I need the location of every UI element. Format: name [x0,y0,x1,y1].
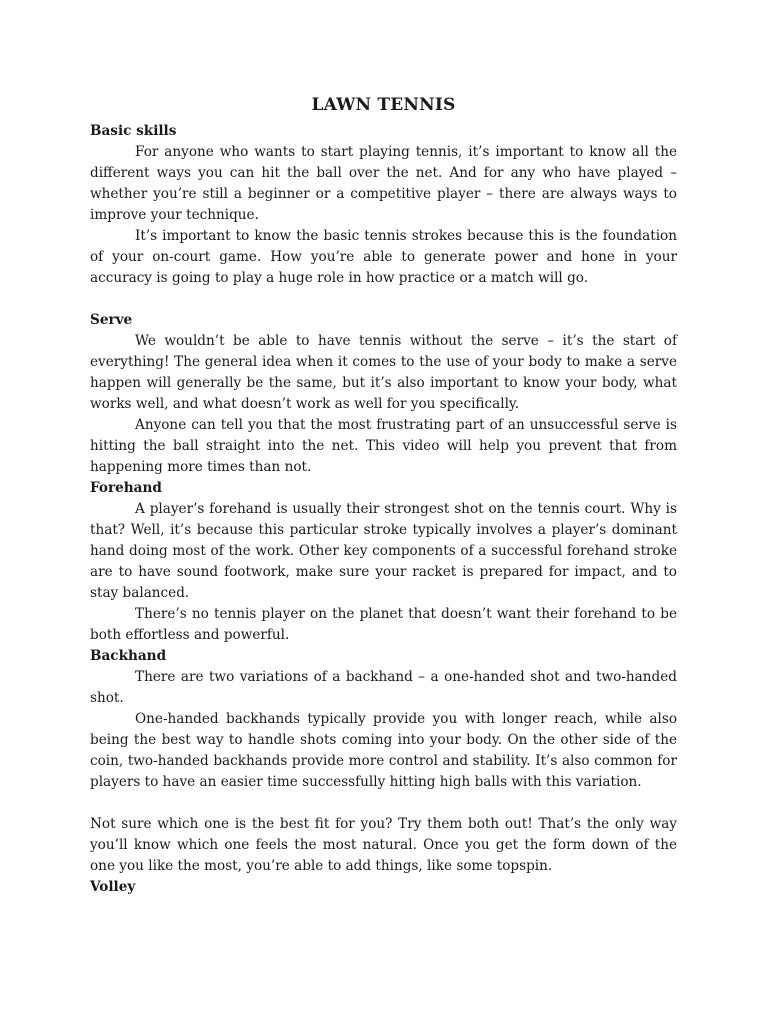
document-page [90,93,677,898]
paragraph-serve-1: We wouldn’t be able to have tennis without the serve – it’s the start of everything! The general idea when it comes to the use of your body to make a serve happen will generally be the same, but it’s also important to know your body, what works well, and what doesn’t work as well for you specifically. [90,333,677,412]
paragraph-forehand-1: A player’s forehand is usually their strongest shot on the tennis court. Why is that? Well, it’s because this particular stroke typically involves a player’s dominant hand doing most of the work. Other key components of a successful forehand stroke are to have sound footwork, make sure your racket is prepared for impact, and to stay balanced. [90,501,677,601]
paragraph-backhand-2: One-handed backhands typically provide you with longer reach, while also being the best way to handle shots coming into your body. On the other side of the coin, two-handed backhands provide more control and stability. It’s also common for players to have an easier time successfully hitting high balls with this variation. [90,711,677,790]
page-title: LAWN TENNIS [311,95,456,115]
section-heading-serve: Serve [90,312,133,328]
paragraph-basic-skills-2: It’s important to know the basic tennis strokes because this is the foundation of your on-court game. How you’re able to generate power and hone in your accuracy is going to play a huge role in how practice or a match will go. [90,228,677,286]
section-heading-volley: Volley [90,879,136,895]
paragraph-basic-skills-1: For anyone who wants to start playing tennis, it’s important to know all the different ways you can hit the ball over the net. And for any who have played – whether you’re still a beginner or a competitive player – there are always ways to improve your technique. [90,144,677,223]
blank-line [90,793,677,814]
paragraph-backhand-3: Not sure which one is the best fit for you? Try them both out! That’s the only way you’ll know which one feels the most natural. Once you get the form down of the one you like the most, you’re able to add things, like some topspin. [90,816,677,874]
paragraph-backhand-1: There are two variations of a backhand – a one-handed shot and two-handed shot. [90,669,677,706]
section-heading-backhand: Backhand [90,648,167,664]
paragraph-serve-2: Anyone can tell you that the most frustrating part of an unsuccessful serve is hitting the ball straight into the net. This video will help you prevent that from happening more times than not. [90,417,677,475]
section-heading-forehand: Forehand [90,480,162,496]
paragraph-forehand-2: There’s no tennis player on the planet that doesn’t want their forehand to be both effortless and powerful. [90,606,677,643]
blank-line [90,289,677,310]
section-heading-basic-skills: Basic skills [90,123,177,139]
